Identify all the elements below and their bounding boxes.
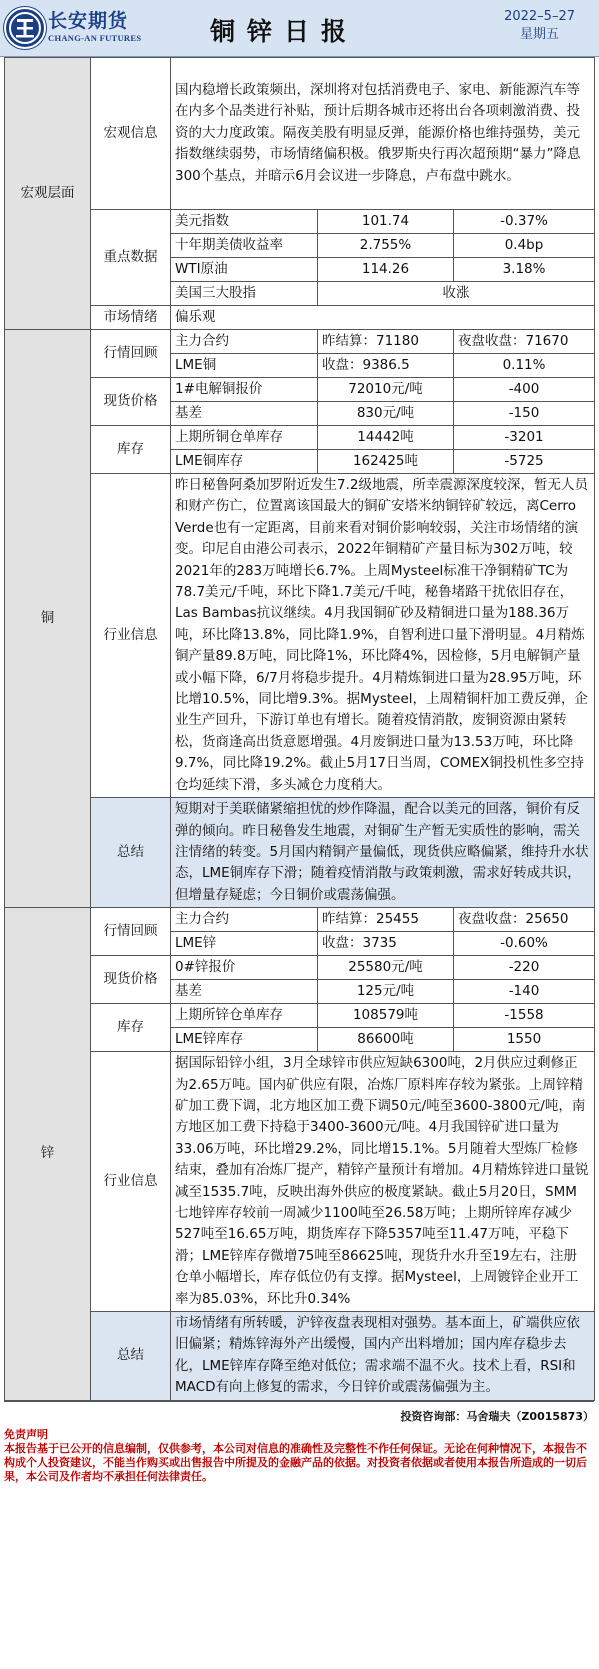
copper-spot-cell: 830元/吨 — [318, 402, 454, 426]
key-data-label: 重点数据 — [91, 210, 171, 306]
zinc-spot-cell: 基差 — [171, 980, 318, 1004]
report-header — [0, 0, 599, 57]
copper-stock-cell: 14442吨 — [318, 426, 454, 450]
copper-stock-label: 库存 — [91, 426, 171, 474]
zinc-spot-label: 现货价格 — [91, 956, 171, 1004]
company-name — [48, 6, 141, 43]
us-index-label: 美国三大股指 — [171, 282, 318, 306]
zinc-summary-text: 市场情绪有所转暖，沪锌夜盘表现相对强势。基本面上，矿端供应依旧偏紧；精炼锌海外产出缓慢，国内产出料增加；国内库存稳步去化，LME锌库存降至绝对低位；需求端不温不火。技术上看，RSI和MACD有向上修复的需求，今日锌价或震荡偏强为主。 — [171, 1312, 595, 1401]
zinc-review-cell: 主力合约 — [171, 908, 318, 932]
company-logo-icon — [4, 7, 46, 49]
zinc-spot-cell: -220 — [454, 956, 595, 980]
section-copper: 铜 — [5, 330, 91, 908]
key-data-value: 101.74 — [318, 210, 454, 234]
key-data-change: -0.37% — [454, 210, 595, 234]
zinc-industry-label: 行业信息 — [91, 1052, 171, 1312]
copper-spot-cell: 72010元/吨 — [318, 378, 454, 402]
copper-industry-label: 行业信息 — [91, 474, 171, 798]
report-title: 铜锌日报 — [210, 17, 359, 46]
copper-review-cell: 主力合约 — [171, 330, 318, 354]
zinc-spot-cell: -140 — [454, 980, 595, 1004]
copper-stock-cell: -5725 — [454, 450, 595, 474]
zinc-spot-cell: 25580元/吨 — [318, 956, 454, 980]
key-data-change: 0.4bp — [454, 234, 595, 258]
company-name-cn: 长安期货 — [48, 10, 129, 32]
zinc-review-cell: -0.60% — [454, 932, 595, 956]
report-table — [4, 57, 595, 1401]
us-index-value: 收涨 — [318, 282, 595, 306]
key-data-name: WTI原油 — [171, 258, 318, 282]
copper-review-cell: 收盘：9386.5 — [318, 354, 454, 378]
zinc-stock-cell: 86600吨 — [318, 1028, 454, 1052]
zinc-review-cell: 收盘：3735 — [318, 932, 454, 956]
key-data-name: 美元指数 — [171, 210, 318, 234]
copper-spot-cell: 1#电解铜报价 — [171, 378, 318, 402]
copper-review-cell: 昨结算：71180 — [318, 330, 454, 354]
copper-stock-cell: 162425吨 — [318, 450, 454, 474]
company-name-en: CHANG-AN FUTURES — [48, 33, 142, 43]
weekday-text: 星期五 — [520, 27, 560, 42]
key-data-name: 十年期美债收益率 — [171, 234, 318, 258]
zinc-stock-cell: 1550 — [454, 1028, 595, 1052]
zinc-stock-cell: LME锌库存 — [171, 1028, 318, 1052]
zinc-stock-cell: -1558 — [454, 1004, 595, 1028]
key-data-value: 2.755% — [318, 234, 454, 258]
disclaimer — [4, 1428, 594, 1484]
zinc-review-cell: 夜盘收盘：25650 — [454, 908, 595, 932]
date-text: 2022–5–27 — [504, 9, 575, 24]
disclaimer-title: 免责声明 — [4, 1427, 48, 1441]
zinc-spot-cell: 0#锌报价 — [171, 956, 318, 980]
copper-spot-label: 现货价格 — [91, 378, 171, 426]
zinc-stock-cell: 108579吨 — [318, 1004, 454, 1028]
sentiment-label: 市场情绪 — [91, 306, 171, 330]
copper-stock-cell: -3201 — [454, 426, 595, 450]
section-macro: 宏观层面 — [5, 58, 91, 330]
zinc-review-cell: LME锌 — [171, 932, 318, 956]
copper-summary-text: 短期对于美联储紧缩担忧的炒作降温，配合以美元的回落，铜价有反弹的倾向。昨日秘鲁发生地震，对铜矿生产暂无实质性的影响，需关注情绪的转变。5月国内精铜产量偏低，现货供应略偏紧，维持升水状态，LME铜库存下滑；随着疫情消散与政策刺激，需求好转成共识，但增量存疑虑；今日铜价或震荡偏强。 — [171, 798, 595, 908]
zinc-stock-cell: 上期所锌仓单库存 — [171, 1004, 318, 1028]
copper-spot-cell: -400 — [454, 378, 595, 402]
copper-stock-cell: LME铜库存 — [171, 450, 318, 474]
zinc-review-label: 行情回顾 — [91, 908, 171, 956]
key-data-value: 114.26 — [318, 258, 454, 282]
zinc-review-cell: 昨结算：25455 — [318, 908, 454, 932]
copper-spot-cell: 基差 — [171, 402, 318, 426]
copper-industry-text: 昨日秘鲁阿桑加罗附近发生7.2级地震，所幸震源深度较深，暂无人员和财产伤亡，位置离该国最大的铜矿安塔米纳铜锌矿较远，离Cerro Verde也有一定距离，目前来看对铜价影响较弱，关注市场情绪的演变。印尼自由港公司表示，2022年铜精矿产量目标为302万吨，较2021年的283万吨增长6.7%。上周Mysteel标准干净铜精矿TC为78.7美元/千吨，环比下降1.7美元/千吨，秘鲁堵路干扰依旧存在，Las Bambas抗议继续。4月我国铜矿砂及精铜进口量为188.36万吨，环比降13.8%，同比降1.9%，自智利进口量下滑明显。4月精炼铜产量89.8万吨，同比降1%，环比降4%，因检修，5月电解铜产量或小幅下降，6/7月将稳步提升。4月精炼铜进口量为28.95万吨，环比增10.5%，同比增9.3%。据Mysteel，上周精铜杆加工费反弹，企业生产回升，下游订单也有增长。随着疫情消散，废铜资源由紧转松，货商逢高出货意愿增强。4月废铜进口量为13.53万吨，环比降9.7%，同比降19.2%。截止5月17日当周，COMEX铜投机性多空持仓均延续下滑，多头减仓力度稍大。 — [171, 474, 595, 798]
copper-review-label: 行情回顾 — [91, 330, 171, 378]
zinc-summary-label: 总结 — [91, 1312, 171, 1401]
sentiment-value: 偏乐观 — [171, 306, 595, 330]
report-date — [504, 8, 575, 44]
copper-review-cell: 夜盘收盘：71670 — [454, 330, 595, 354]
copper-summary-label: 总结 — [91, 798, 171, 908]
zinc-stock-label: 库存 — [91, 1004, 171, 1052]
zinc-industry-text: 据国际铅锌小组，3月全球锌市供应短缺6300吨，2月供应过剩修正为2.65万吨。国内矿供应有限，冶炼厂原料库存较为紧张。上周锌精矿加工费下调，北方地区加工费下调50元/吨至3600-3800元/吨，南方地区加工费下持稳于3400-3600元/吨。4月我国锌矿进口量为33.06万吨，环比增29.2%，同比增15.1%。5月随着大型炼厂检修结束，叠加有冶炼厂提产，精锌产量预计有增加。4月精炼锌进口量锐减至1535.7吨，反映出海外供应的极度紧缺。截止5月20日，SMM七地锌库存较前一周减少1100吨至26.58万吨；上期所锌库存减少527吨至16.65万吨，期货库存下降5357吨至11.47万吨，平稳下滑；LME锌库存微增75吨至86625吨，现货升水升至19左右，注册仓单小幅增长，库存低位仍有支撑。据Mysteel，上周镀锌企业开工率为85.03%，环比升0.34% — [171, 1052, 595, 1312]
disclaimer-text: 本报告基于已公开的信息编制，仅供参考，本公司对信息的准确性及完整性不作任何保证。无论在何种情况下，本报告不构成个人投资建议，不能当作购买或出售报告中所提及的金融产品的依据。对投资者依据或者使用本报告所造成的一切后果，本公司及作者均不承担任何法律责任。 — [4, 1441, 587, 1483]
copper-review-cell: 0.11% — [454, 354, 595, 378]
section-zinc: 锌 — [5, 908, 91, 1401]
macro-info-text: 国内稳增长政策频出，深圳将对包括消费电子、家电、新能源汽车等在内多个品类进行补贴，预计后期各城市还将出台各项刺激消费、投资的大力度政策。隔夜美股有明显反弹，能源价格也维持强势，美元指数继续弱势，市场情绪偏积极。俄罗斯央行再次超预期“暴力”降息300个基点，并暗示6月会议进一步降息，卢布盘中跳水。 — [171, 58, 595, 210]
copper-review-cell: LME铜 — [171, 354, 318, 378]
copper-spot-cell: -150 — [454, 402, 595, 426]
advisor-credit: 投资咨询部：马舍瑞夫（Z0015873） — [4, 1401, 594, 1428]
zinc-spot-cell: 125元/吨 — [318, 980, 454, 1004]
key-data-change: 3.18% — [454, 258, 595, 282]
macro-info-label: 宏观信息 — [91, 58, 171, 210]
copper-stock-cell: 上期所铜仓单库存 — [171, 426, 318, 450]
